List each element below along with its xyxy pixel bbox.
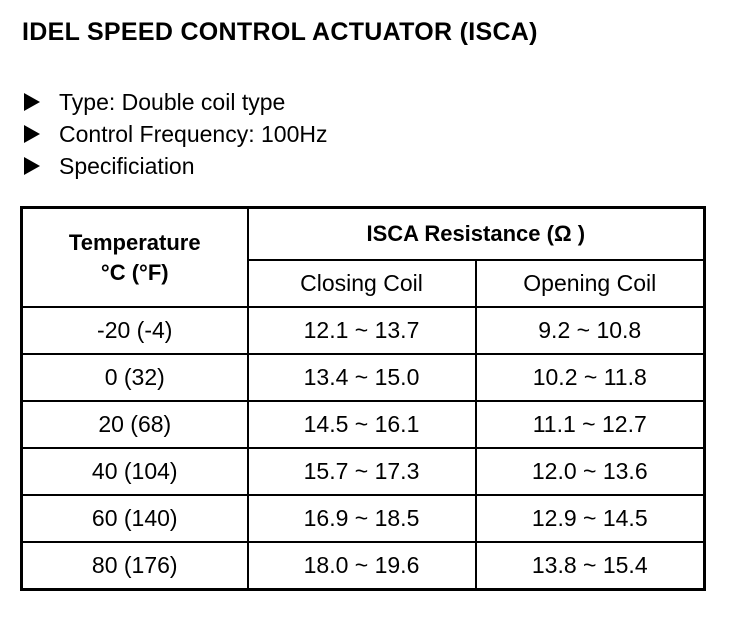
resistance-header: ISCA Resistance (Ω )	[248, 208, 705, 261]
table-row	[22, 307, 705, 354]
bullet-specification	[24, 150, 327, 182]
temperature-cell: 80 (176)	[22, 542, 248, 590]
triangle-bullet-icon	[24, 157, 40, 175]
table-row	[22, 448, 705, 495]
temperature-cell: -20 (-4)	[22, 307, 248, 354]
table-row	[22, 542, 705, 590]
opening-coil-cell: 12.0 ~ 13.6	[476, 448, 705, 495]
closing-coil-cell: 16.9 ~ 18.5	[248, 495, 476, 542]
bullet-text: Control Frequency: 100Hz	[59, 120, 328, 147]
temperature-cell: 60 (140)	[22, 495, 248, 542]
table-row	[22, 495, 705, 542]
bullet-text: Specificiation	[59, 152, 195, 179]
closing-coil-cell: 13.4 ~ 15.0	[248, 354, 476, 401]
temperature-header-line2: °C (°F)	[100, 259, 169, 285]
closing-coil-cell: 18.0 ~ 19.6	[248, 542, 476, 590]
opening-coil-header: Opening Coil	[476, 260, 705, 307]
closing-coil-cell: 15.7 ~ 17.3	[248, 448, 476, 495]
temperature-cell: 0 (32)	[22, 354, 248, 401]
bullet-text: Type: Double coil type	[59, 88, 286, 115]
bullet-type	[24, 86, 327, 118]
spec-bullet-list	[24, 86, 327, 182]
isca-resistance-table	[20, 206, 706, 591]
temperature-cell: 20 (68)	[22, 401, 248, 448]
opening-coil-cell: 13.8 ~ 15.4	[476, 542, 705, 590]
opening-coil-cell: 11.1 ~ 12.7	[476, 401, 705, 448]
triangle-bullet-icon	[24, 125, 40, 143]
opening-coil-cell: 10.2 ~ 11.8	[476, 354, 705, 401]
temperature-header-line1: Temperature	[68, 229, 201, 255]
opening-coil-cell: 12.9 ~ 14.5	[476, 495, 705, 542]
temperature-header	[22, 208, 248, 308]
opening-coil-cell: 9.2 ~ 10.8	[476, 307, 705, 354]
temperature-cell: 40 (104)	[22, 448, 248, 495]
closing-coil-cell: 14.5 ~ 16.1	[248, 401, 476, 448]
table-row	[22, 354, 705, 401]
bullet-control-frequency	[24, 118, 327, 150]
closing-coil-header: Closing Coil	[248, 260, 476, 307]
closing-coil-cell: 12.1 ~ 13.7	[248, 307, 476, 354]
table-row	[22, 401, 705, 448]
page-title: IDEL SPEED CONTROL ACTUATOR (ISCA)	[22, 18, 538, 46]
triangle-bullet-icon	[24, 93, 40, 111]
